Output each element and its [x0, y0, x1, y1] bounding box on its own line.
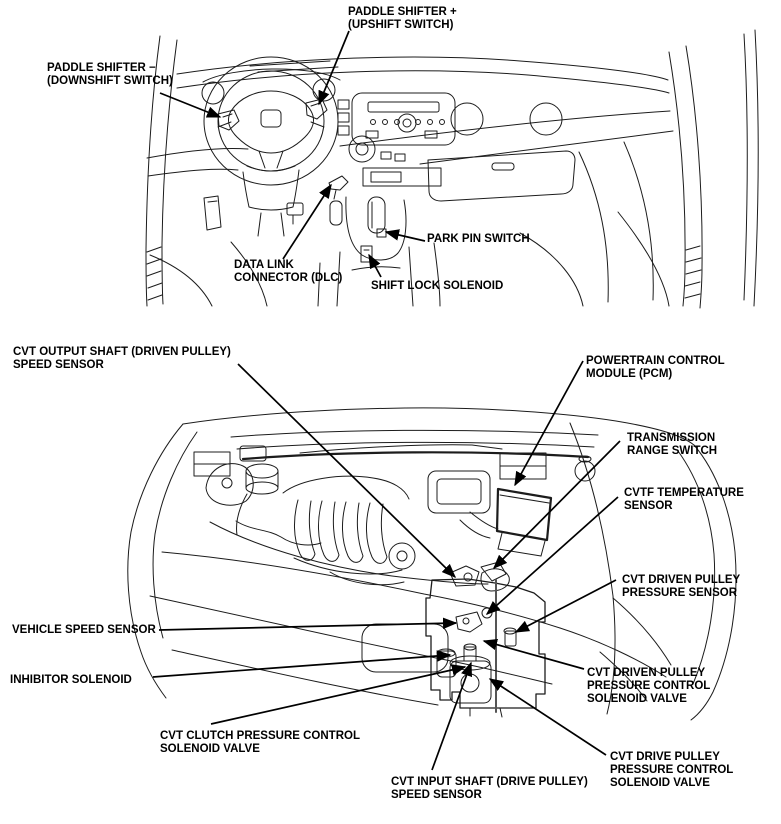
label-line: PRESSURE CONTROL: [587, 680, 711, 692]
engine-block: [236, 464, 415, 585]
transmission-assembly: [426, 562, 545, 717]
pcm-part: [497, 489, 551, 556]
label-cvt-driven-pulley-pressure-sensor: [622, 574, 740, 600]
label-line: SOLENOID VALVE: [587, 693, 687, 705]
label-line: PRESSURE SENSOR: [622, 587, 738, 599]
label-line: PADDLE SHIFTER +: [348, 6, 457, 18]
label-vehicle-speed-sensor: [12, 624, 156, 637]
leader-cvt-input-shaft-speed-sensor: [432, 663, 471, 770]
label-cvt-driven-pulley-pressure-control-solenoid-valve: [587, 667, 710, 706]
label-shift-lock-solenoid: [371, 280, 503, 293]
dash-vent-right: [530, 103, 562, 135]
leader-cvt-driven-pulley-pressure-sensor: [516, 580, 616, 632]
label-cvt-output-shaft-speed-sensor: [13, 346, 231, 372]
label-transmission-range-switch: [627, 432, 717, 458]
label-paddle-shifter-upshift: [348, 6, 457, 32]
leader-powertrain-control-module: [515, 361, 583, 485]
label-line: PRESSURE CONTROL: [610, 764, 734, 776]
label-line: SPEED SENSOR: [13, 359, 104, 371]
label-line: CVT DRIVEN PULLEY: [587, 667, 706, 679]
pedal: [204, 196, 221, 230]
label-line: CVTF TEMPERATURE: [624, 487, 744, 499]
glove-box: [428, 151, 575, 201]
leader-inhibitor-solenoid: [153, 655, 450, 677]
leader-transmission-range-switch: [494, 441, 620, 568]
label-cvt-clutch-pressure-control-solenoid-valve: [160, 730, 360, 756]
label-line: CVT OUTPUT SHAFT (DRIVEN PULLEY): [13, 346, 231, 358]
label-line: CVT INPUT SHAFT (DRIVE PULLEY): [391, 776, 588, 788]
label-line: MODULE (PCM): [586, 368, 673, 380]
shift-lock-solenoid-part: [361, 246, 372, 262]
label-inhibitor-solenoid: [10, 674, 132, 687]
label-line: CONNECTOR (DLC): [234, 272, 343, 284]
dlc-connector-part: [329, 176, 348, 199]
label-paddle-shifter-downshift: [47, 62, 173, 88]
leader-vehicle-speed-sensor: [159, 623, 456, 630]
label-park-pin-switch: [427, 233, 530, 246]
label-line: PARK PIN SWITCH: [427, 233, 530, 245]
label-line: RANGE SWITCH: [627, 445, 718, 457]
label-cvtf-temperature-sensor: [624, 487, 744, 513]
leader-cvt-clutch-pressure-control-solenoid-valve: [211, 667, 465, 724]
label-line: CVT CLUTCH PRESSURE CONTROL: [160, 730, 360, 742]
label-line: (DOWNSHIFT SWITCH): [47, 75, 173, 87]
label-line: TRANSMISSION: [627, 432, 716, 444]
leader-shift-lock-solenoid: [369, 255, 381, 277]
steering-wheel: [204, 57, 338, 185]
label-line: CVT DRIVE PULLEY: [610, 751, 720, 763]
label-line: SPEED SENSOR: [391, 789, 482, 801]
label-line: DATA LINK: [234, 259, 294, 271]
label-line: SENSOR: [624, 500, 673, 512]
label-line: (UPSHIFT SWITCH): [348, 19, 454, 31]
hood-edge: [183, 408, 694, 445]
label-line: SOLENOID VALVE: [160, 743, 260, 755]
leader-data-link-connector: [283, 185, 331, 259]
left-fender: [128, 424, 183, 698]
label-line: CVT DRIVEN PULLEY: [622, 574, 741, 586]
label-line: POWERTRAIN CONTROL: [586, 355, 725, 367]
label-cvt-input-shaft-speed-sensor: [391, 776, 588, 802]
label-data-link-connector: [234, 259, 342, 285]
label-line: VEHICLE SPEED SENSOR: [12, 624, 156, 636]
right-a-pillar: [686, 46, 702, 308]
label-line: SOLENOID VALVE: [610, 777, 710, 789]
shift-lever: [368, 197, 385, 233]
label-line: SHIFT LOCK SOLENOID: [371, 280, 504, 292]
leader-cvt-output-shaft-speed-sensor: [238, 364, 455, 577]
leader-cvt-driven-pulley-pressure-control-solenoid-valve: [484, 641, 584, 669]
label-cvt-drive-pulley-pressure-control-solenoid-valve: [610, 751, 733, 790]
label-line: INHIBITOR SOLENOID: [10, 674, 132, 686]
label-line: PADDLE SHIFTER −: [47, 62, 156, 74]
label-powertrain-control-module: [586, 355, 725, 381]
